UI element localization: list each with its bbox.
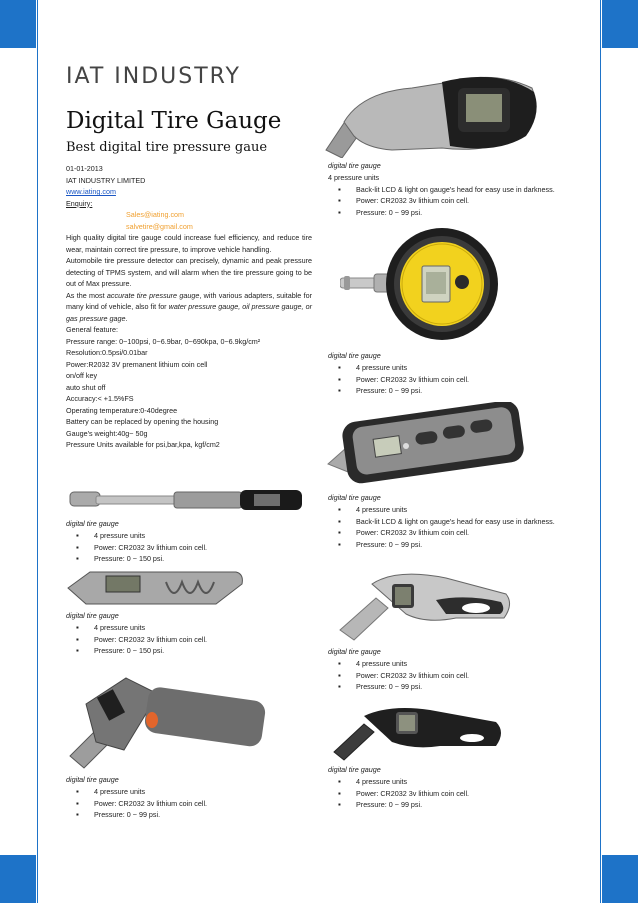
spec-item: ▪ 4 pressure units	[66, 622, 306, 634]
feature-line: Gauge's weight:40g~ 50g	[66, 428, 148, 438]
product-block	[328, 764, 598, 811]
spec-item: ▪ Power: CR2032 3v lithium coin cell.	[328, 527, 598, 539]
enquiry-label: Enquiry:	[66, 198, 93, 208]
spec-item: ▪ Back-lit LCD & light on gauge's head for easy use in darkness.	[328, 516, 598, 528]
spec-item: ▪ Pressure: 0 ~ 99 psi.	[328, 799, 598, 811]
product-caption: digital tire gauge	[328, 351, 381, 360]
black-tire-gauge-image	[330, 698, 510, 762]
feature-line: on/off key	[66, 371, 98, 380]
date: 01-01-2013	[66, 164, 103, 173]
feature-line: Pressure Units available for psi,bar,kpa, kgf/cm2	[66, 440, 220, 449]
feature-line: Operating temperature:0-40degree	[66, 405, 178, 415]
spec-item: ▪ 4 pressure units	[66, 786, 306, 798]
handle-tire-gauge-image	[66, 672, 266, 774]
product-block	[328, 350, 598, 397]
grip-tire-gauge-image	[322, 58, 542, 158]
product-caption: digital tire gauge	[66, 775, 119, 784]
product-block	[66, 610, 306, 657]
spec-list	[328, 504, 598, 551]
spec-list	[66, 530, 306, 565]
spec-item: ▪ Pressure: 0 ~ 150 psi.	[66, 645, 306, 657]
feature-line: General feature:	[66, 325, 118, 334]
spec-item: ▪ Power: CR2032 3v lithium coin cell.	[328, 788, 598, 800]
feature-line: Power:R2032 3V premanent lithium coin cell	[66, 359, 208, 369]
product-caption: digital tire gauge	[66, 611, 119, 620]
support-email[interactable]: salvetire@gmail.com	[126, 221, 193, 231]
product-caption: digital tire gauge	[328, 493, 381, 502]
page-subtitle: Best digital tire pressure gaue	[66, 140, 268, 155]
product-caption: digital tire gauge	[328, 647, 381, 656]
spec-list	[66, 786, 306, 821]
feature-line: Accuracy:< +1.5%FS	[66, 394, 134, 403]
spec-list	[328, 776, 598, 811]
spec-list	[328, 362, 598, 397]
feature-line: Pressure range: 0~100psi, 0~6.9bar, 0~690kpa, 0~6.9kg/cm²	[66, 336, 261, 346]
spec-list	[328, 658, 598, 693]
page-border-left	[37, 0, 38, 903]
company-info	[66, 163, 312, 451]
spec-item: ▪ 4 pressure units	[66, 530, 306, 542]
spec-item: ▪ 4 pressure units	[328, 658, 598, 670]
spec-item: ▪ 4 pressure units	[328, 776, 598, 788]
page-corner-bottom-right	[602, 855, 638, 903]
spec-item: ▪ Power: CR2032 3v lithium coin cell.	[66, 634, 306, 646]
spec-item: ▪ Pressure: 0 ~ 99 psi.	[328, 385, 598, 397]
round-tire-gauge-image	[340, 226, 500, 344]
spec-item: ▪ Power: CR2032 3v lithium coin cell.	[66, 542, 306, 554]
page-corner-bottom-left	[0, 855, 36, 903]
product-subcaption: 4 pressure units	[328, 172, 380, 182]
spec-item: ▪ Pressure: 0 ~ 99 psi.	[328, 681, 598, 693]
website-link[interactable]: www.iating.com	[66, 187, 116, 196]
pistol-tire-gauge-image	[336, 564, 516, 644]
spec-list	[328, 184, 598, 219]
product-block	[66, 518, 306, 565]
spec-item: ▪ Pressure: 0 ~ 99 psi.	[328, 539, 598, 551]
spec-item: ▪ Pressure: 0 ~ 99 psi.	[328, 207, 598, 219]
spec-list	[66, 622, 306, 657]
page-border-right	[600, 0, 601, 903]
feature-line: Battery can be replaced by opening the housing	[66, 417, 219, 426]
product-caption: digital tire gauge	[66, 519, 119, 528]
page-title: Digital Tire Gauge	[66, 108, 282, 134]
spec-item: ▪ Back-lit LCD & light on gauge's head for easy use in darkness.	[328, 184, 598, 196]
page-corner-top-left	[0, 0, 36, 48]
spec-item: ▪ Pressure: 0 ~ 150 psi.	[66, 553, 306, 565]
spec-item: ▪ Power: CR2032 3v lithium coin cell.	[328, 374, 598, 386]
product-block	[328, 492, 598, 551]
spec-item: ▪ Power: CR2032 3v lithium coin cell.	[66, 798, 306, 810]
feature-line: auto shut off	[66, 382, 106, 392]
product-block	[66, 774, 306, 821]
description-paragraph: As the most accurate tire pressure gauge, with various adapters, suitable for many kind of vehicle, also fit for water pressure gauge, oil pressure gauge, or gas pressure gage.	[66, 290, 313, 323]
page-corner-top-right	[602, 0, 638, 48]
pen-tire-gauge-image	[66, 480, 306, 520]
description-paragraph: High quality digital tire gauge could increase fuel efficiency, and reduce tire wear, maintain correct tire pressure, to improve vehicle handling.	[66, 233, 312, 254]
spec-item: ▪ 4 pressure units	[328, 362, 598, 374]
product-block	[328, 160, 598, 219]
flat-tire-gauge-image	[326, 402, 526, 484]
spec-item: ▪ Power: CR2032 3v lithium coin cell.	[328, 195, 598, 207]
product-caption: digital tire gauge	[328, 765, 381, 774]
product-block	[328, 646, 598, 693]
sales-email[interactable]: Sales@iating.com	[126, 210, 185, 219]
slim-tire-gauge-image	[66, 564, 246, 610]
company-name: IAT INDUSTRY LIMITED	[66, 175, 146, 185]
spec-item: ▪ Pressure: 0 ~ 99 psi.	[66, 809, 306, 821]
product-caption: digital tire gauge	[328, 161, 381, 170]
company-logo	[66, 56, 266, 100]
feature-line: Resolution:0.5psi/0.01bar	[66, 348, 148, 357]
spec-item: ▪ 4 pressure units	[328, 504, 598, 516]
description-paragraph: Automobile tire pressure detector can precisely, dynamic and peak pressure detecting of TPMS system, and will alarm when the tire pressure going to be out of Max pressure.	[66, 256, 312, 288]
logo-text: IAT INDUSTRY	[66, 64, 241, 89]
spec-item: ▪ Power: CR2032 3v lithium coin cell.	[328, 670, 598, 682]
